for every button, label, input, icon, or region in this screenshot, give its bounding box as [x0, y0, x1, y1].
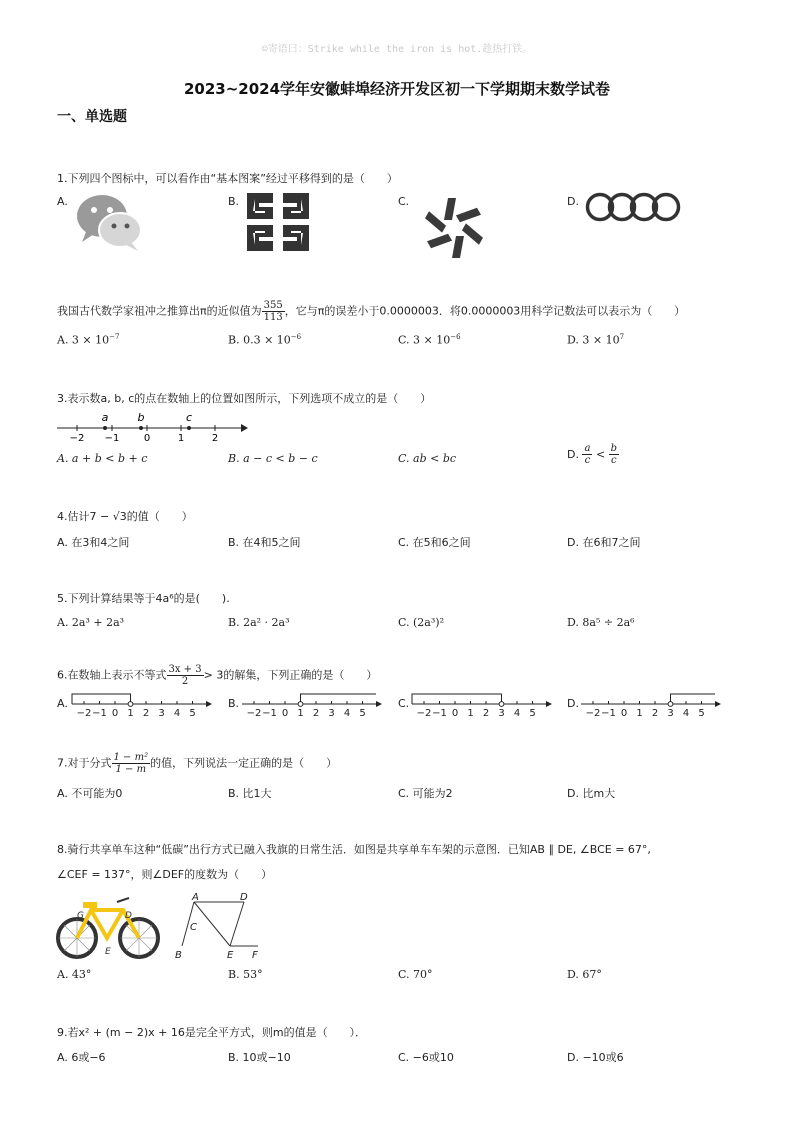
q3-d-frac-left: $\frac{a}{c}$: [584, 443, 591, 466]
q8-option-d: D. 67°: [567, 968, 602, 981]
tick-label: −1: [601, 708, 616, 718]
svg-text:E: E: [105, 947, 111, 957]
tick-label: 3: [158, 708, 165, 718]
q2-option-d: D. $3 \times 10^7$: [567, 333, 625, 347]
q6-option-d-label: D.: [567, 697, 579, 710]
label-point-c: C: [190, 922, 197, 933]
svg-text:D: D: [125, 911, 132, 921]
tick-label: −2: [416, 708, 432, 718]
tick-label: 1: [636, 708, 643, 718]
q6-stem-post: > 3的解集，下列正确的是（ ）: [203, 668, 378, 682]
axis-arrow: [546, 701, 552, 707]
q2-stem: [57, 300, 685, 323]
q6-fraction: $\frac{3x + 3}{2}$: [168, 664, 202, 687]
axis-arrow: [206, 701, 212, 707]
label-a: a: [101, 411, 109, 424]
q2-stem-pre: 我国古代数学家祖冲之推算出π的近似值为: [57, 304, 262, 318]
q2-option-b: B. $0.3 \times 10^{-6}$: [228, 333, 302, 347]
q3-d-frac-right: $\frac{b}{c}$: [610, 443, 618, 466]
q9-option-b: B. 10或−10: [228, 1051, 291, 1064]
label-point-a: A: [192, 892, 199, 903]
q5-stem: 5.下列计算结果等于4a⁶的是( ).: [57, 592, 230, 605]
q1-option-a: A.: [57, 195, 68, 208]
tick-label: 5: [529, 708, 536, 718]
q7-option-a: A. 不可能为0: [57, 787, 123, 800]
open-endpoint: [128, 702, 133, 707]
q2-stem-post: ，它与π的误差小于0.0000003．将0.0000003用科学记数法可以表示为（ ）: [284, 304, 686, 318]
q6-stem: [57, 664, 377, 687]
q9-option-a: A. 6或−6: [57, 1051, 106, 1064]
tick-label: −1: [104, 433, 120, 444]
q1-option-c: C.: [398, 195, 410, 208]
tick-label: 4: [343, 708, 351, 718]
q6-number-line-a: [70, 688, 218, 718]
label-c: c: [185, 411, 193, 424]
tick-label: 2: [312, 708, 320, 718]
q9-option-d: D. −10或6: [567, 1051, 624, 1064]
q7-stem-post: 的值，下列说法一定正确的是（ ）: [150, 756, 338, 770]
tick-label: 3: [498, 708, 505, 718]
q4-option-d: D. 在6和7之间: [567, 536, 641, 549]
q4-option-c: C. 在5和6之间: [398, 536, 471, 549]
tick-label: −2: [585, 708, 601, 718]
tick-label: 4: [173, 708, 181, 718]
q8-option-a: A. 43°: [57, 968, 92, 981]
q3-option-a: A. a + b < b + c: [57, 452, 148, 465]
wechat-icon: [74, 188, 146, 254]
tick-label: −1: [262, 708, 277, 718]
q6-option-a-label: A.: [57, 697, 68, 710]
q2-fraction: [262, 300, 285, 323]
q8-stem-line2: ∠CEF = 137°，则∠DEF的度数为（ ）: [57, 868, 273, 881]
axis-arrow: [376, 701, 382, 707]
tick-label: 0: [620, 708, 628, 718]
tick-label: −2: [69, 433, 85, 444]
q2-option-a: A. $3 \times 10^{-7}$: [57, 333, 120, 347]
solution-bracket: [72, 694, 131, 704]
q7-fraction: $\frac{\text{1 − m²}}{1 - m}$: [113, 752, 149, 775]
solution-bracket: [412, 694, 502, 704]
label-point-b: B: [175, 950, 182, 961]
q4-stem: 4.估计7 − √3的值（ ）: [57, 510, 193, 523]
axis-arrow: [715, 701, 721, 707]
q8-stem-line1: 8.骑行共享单车这种“低碳”出行方式已融入我旗的日常生活．如图是共享单车车架的示意图．已知AB ∥ DE, ∠BCE = 67°,: [57, 843, 651, 856]
label-point-d: D: [240, 892, 248, 903]
bicycle-image: [55, 888, 163, 962]
tick-label: −2: [246, 708, 262, 718]
q3-option-b: B. a − c < b − c: [228, 452, 318, 465]
q9-stem: 9.若x² + (m − 2)x + 16是完全平方式，则m的值是（ ）．: [57, 1026, 367, 1039]
motto-note: ☺寄语曰：Strike while the iron is hot.趁热打铁。: [261, 44, 533, 55]
tick-label: 1: [467, 708, 474, 718]
q3-stem: 3.表示数a, b, c的点在数轴上的位置如图所示，下列选项不成立的是（ ）: [57, 392, 432, 405]
q6-option-c-label: C.: [398, 697, 410, 710]
q4-option-b: B. 在4和5之间: [228, 536, 301, 549]
q5-option-d: D. 8a⁵ ÷ 2a⁶: [567, 616, 635, 629]
q1-option-b: B.: [228, 195, 240, 208]
tick-label: 4: [513, 708, 521, 718]
q7-option-c: C. 可能为2: [398, 787, 453, 800]
tick-label: 5: [698, 708, 705, 718]
svg-text:G: G: [77, 911, 84, 921]
q7-option-d: D. 比m大: [567, 787, 616, 800]
q6-number-line-b: [240, 688, 388, 718]
q8-option-b: B. 53°: [228, 968, 263, 981]
q9-option-c: C. −6或10: [398, 1051, 454, 1064]
q4-option-a: A. 在3和4之间: [57, 536, 130, 549]
tick-label: 4: [682, 708, 690, 718]
q5-option-a: A. 2a³ + 2a³: [57, 616, 125, 629]
label-point-f: F: [252, 950, 258, 961]
tick-label: 2: [651, 708, 659, 718]
tick-label: −1: [92, 708, 107, 718]
tick-label: 0: [111, 708, 119, 718]
q5-option-c: C. (2a³)²: [398, 616, 444, 629]
q2-frac-num: 355: [263, 300, 283, 311]
solution-bracket: [301, 694, 377, 704]
q8-frame-diagram: [172, 890, 267, 962]
q1-option-d: D.: [567, 195, 579, 208]
tick-label: 5: [359, 708, 366, 718]
q8-option-c: C. 70°: [398, 968, 433, 981]
pattern-icon-b: [245, 191, 311, 253]
tick-label: −1: [432, 708, 447, 718]
open-endpoint: [298, 702, 303, 707]
q2-option-c: C. $3 \times 10^{-6}$: [398, 333, 461, 347]
q3-option-c: C. ab < bc: [398, 452, 457, 465]
tick-label: 0: [451, 708, 459, 718]
label-b: b: [137, 411, 145, 424]
tick-label: 0: [143, 433, 151, 444]
q6-number-line-c: [410, 688, 558, 718]
q5-option-b: B. 2a² · 2a³: [228, 616, 290, 629]
q2-frac-den: 113: [263, 312, 283, 323]
tick-label: 3: [328, 708, 335, 718]
tick-label: 2: [142, 708, 150, 718]
page-title: 2023~2024学年安徽蚌埠经济开发区初一下学期期末数学试卷: [183, 80, 611, 98]
tick-label: 1: [297, 708, 304, 718]
tick-label: 5: [189, 708, 196, 718]
q3-option-d: D. $\frac{a}{c}$ < $\frac{b}{c}$: [567, 443, 618, 466]
tick-label: 2: [482, 708, 490, 718]
q6-option-b-label: B.: [228, 697, 240, 710]
tick-label: 3: [667, 708, 674, 718]
open-endpoint: [668, 702, 673, 707]
q6-stem-pre: 6.在数轴上表示不等式: [57, 668, 167, 682]
q7-stem-pre: 7.对于分式: [57, 756, 112, 770]
section-heading: 一、单选题: [57, 109, 127, 125]
label-point-e: E: [227, 950, 234, 961]
q3-number-line: [55, 408, 250, 444]
q1-stem: 1.下列四个图标中，可以看作由“基本图案”经过平移得到的是（ ）: [57, 172, 398, 185]
q6-number-line-d: [579, 688, 727, 718]
tick-label: 0: [281, 708, 289, 718]
tick-label: 1: [177, 433, 185, 444]
solution-bracket: [671, 694, 716, 704]
q7-option-b: B. 比1大: [228, 787, 272, 800]
open-endpoint: [499, 702, 504, 707]
tick-label: 2: [211, 433, 219, 444]
tick-label: 1: [127, 708, 134, 718]
q7-stem: [57, 752, 337, 775]
four-rings-icon: [585, 190, 685, 224]
tick-label: −2: [76, 708, 92, 718]
pinwheel-icon: [418, 192, 490, 264]
